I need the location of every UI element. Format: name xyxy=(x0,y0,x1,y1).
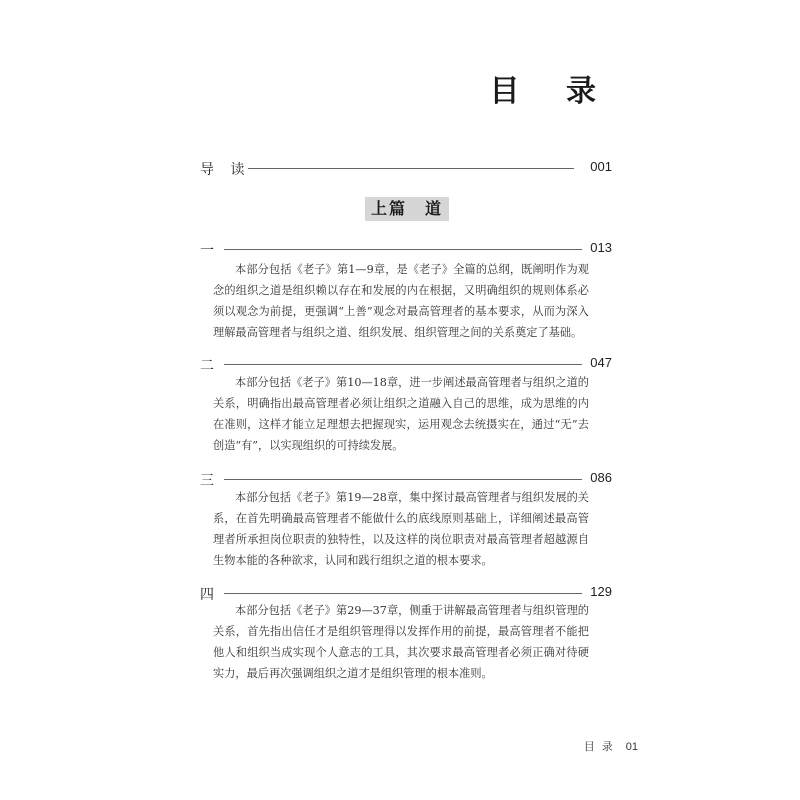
toc-entry-label: 四 xyxy=(200,587,220,603)
toc-entry-label: 导 读 xyxy=(200,162,251,178)
toc-page-number: 013 xyxy=(590,240,612,255)
toc-leader-line xyxy=(224,593,582,594)
toc-page-number: 047 xyxy=(590,355,612,370)
part-heading: 上篇 道 xyxy=(365,197,449,221)
footer-label: 目录 xyxy=(583,740,620,753)
toc-leader-line xyxy=(248,168,574,169)
footer-page-number: 01 xyxy=(625,741,638,753)
toc-entry-label: 一 xyxy=(200,243,220,259)
toc-entry-label: 三 xyxy=(200,473,220,489)
page-title: 目 录 xyxy=(489,74,614,109)
toc-entry-label: 二 xyxy=(200,358,220,374)
chapter-summary: 本部分包括《老子》第29—37章，侧重于讲解最高管理者与组织管理的关系，首先指出信任才是组织管理得以发挥作用的前提，最高管理者不能把他人和组织当成实现个人意志的工具，其次要求最高管理者必须正确对待硬实力，最后再次强调组织之道才是组织管理的根本准则。 xyxy=(213,604,589,680)
toc-leader-line xyxy=(224,364,582,365)
toc-entry-chapter-1[interactable] xyxy=(200,238,612,260)
toc-page-number: 129 xyxy=(590,584,612,599)
chapter-summary: 本部分包括《老子》第1—9章，是《老子》全篇的总纲，既阐明作为观念的组织之道是组织赖以存在和发展的内在根据，又明确组织的规则体系必须以观念为前提，更强调“上善”观念对最高管理者的基本要求，从而为深入理解最高管理者与组织之道、组织发展、组织管理之间的关系奠定了基础。 xyxy=(213,263,589,339)
page-footer xyxy=(584,738,638,754)
toc-page-number: 086 xyxy=(590,470,612,485)
toc-page-number: 001 xyxy=(590,159,612,174)
chapter-summary: 本部分包括《老子》第10—18章，进一步阐述最高管理者与组织之道的关系，明确指出最高管理者必须让组织之道融入自己的思维，成为思维的内在准则，这样才能立足理想去把握现实，运用观念去统摄实在，通过“无”去创造“有”，以实现组织的可持续发展。 xyxy=(213,376,589,452)
toc-entry-intro[interactable] xyxy=(200,157,612,179)
chapter-summary: 本部分包括《老子》第19—28章，集中探讨最高管理者与组织发展的关系，在首先明确最高管理者不能做什么的底线原则基础上，详细阐述最高管理者所承担岗位职责的独特性，以及这样的岗位职责对最高管理者超越源自生物本能的各种欲求，认同和践行组织之道的根本要求。 xyxy=(213,491,589,567)
toc-leader-line xyxy=(224,249,582,250)
toc-leader-line xyxy=(224,479,582,480)
